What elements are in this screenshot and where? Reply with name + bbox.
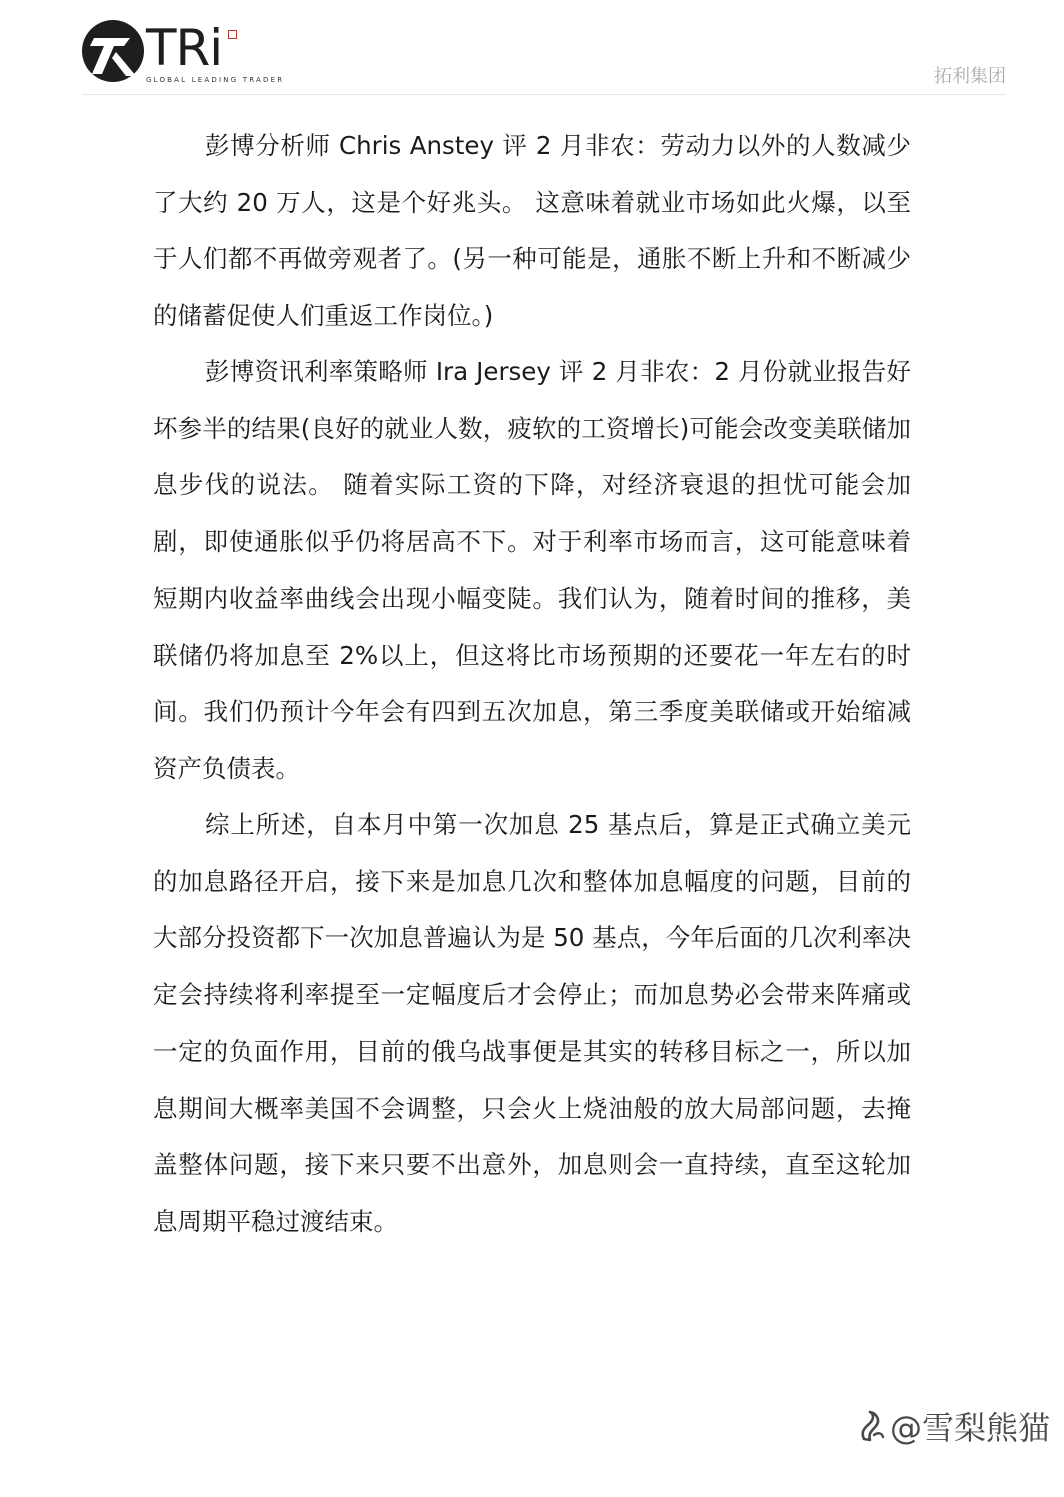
document-body — [153, 118, 911, 1250]
company-name: 拓利集团 — [934, 66, 1006, 87]
logo-text: TRi — [146, 19, 223, 77]
logo-badge-icon — [228, 30, 237, 39]
company-logo — [80, 18, 285, 88]
page-header — [0, 0, 1064, 100]
watermark-text: @雪梨熊猫 — [889, 1409, 1050, 1447]
logo-tagline: GLOBAL LEADING TRADER — [146, 76, 285, 84]
tri-logo-mark-icon — [80, 18, 146, 84]
watermark — [856, 1403, 1050, 1449]
paragraph-anstey: 彭博分析师 Chris Anstey 评 2 月非农：劳动力以外的人数减少了大约 20 万人，这是个好兆头。 这意味着就业市场如此火爆，以至于人们都不再做旁观者了。(另一种可能是，通胀不断上升和不断减少的储蓄促使人们重返工作岗位。) — [153, 131, 911, 331]
header-divider — [82, 94, 1006, 95]
paragraph-summary: 综上所述，自本月中第一次加息 25 基点后，算是正式确立美元的加息路径开启，接下来是加息几次和整体加息幅度的问题，目前的大部分投资都下一次加息普遍认为是 50 基点，今年后面的几次利率决定会持续将利率提至一定幅度后才会停止；而加息势必会带来阵痛或一定的负面作用，目前的俄乌战事便是其实的转移目标之一，所以加息期间大概率美国不会调整，只会火上烧油般的放大局部问题，去掩盖整体问题，接下来只要不出意外，加息则会一直持续，直至这轮加息周期平稳过渡结束。 — [153, 810, 911, 1236]
xueqiu-logo-icon — [856, 1409, 886, 1443]
paragraph-jersey: 彭博资讯利率策略师 Ira Jersey 评 2 月非农：2 月份就业报告好坏参半的结果(良好的就业人数，疲软的工资增长)可能会改变美联储加息步伐的说法。 随着实际工资的下降，对经济衰退的担忧可能会加剧，即使通胀似乎仍将居高不下。对于利率市场而言，这可能意味着短期内收益率曲线会出现小幅变陡。我们认为，随着时间的推移，美联储仍将加息至 2%以上，但这将比市场预期的还要花一年左右的时间。我们仍预计今年会有四到五次加息，第三季度美联储或开始缩减资产负债表。 — [153, 357, 911, 783]
